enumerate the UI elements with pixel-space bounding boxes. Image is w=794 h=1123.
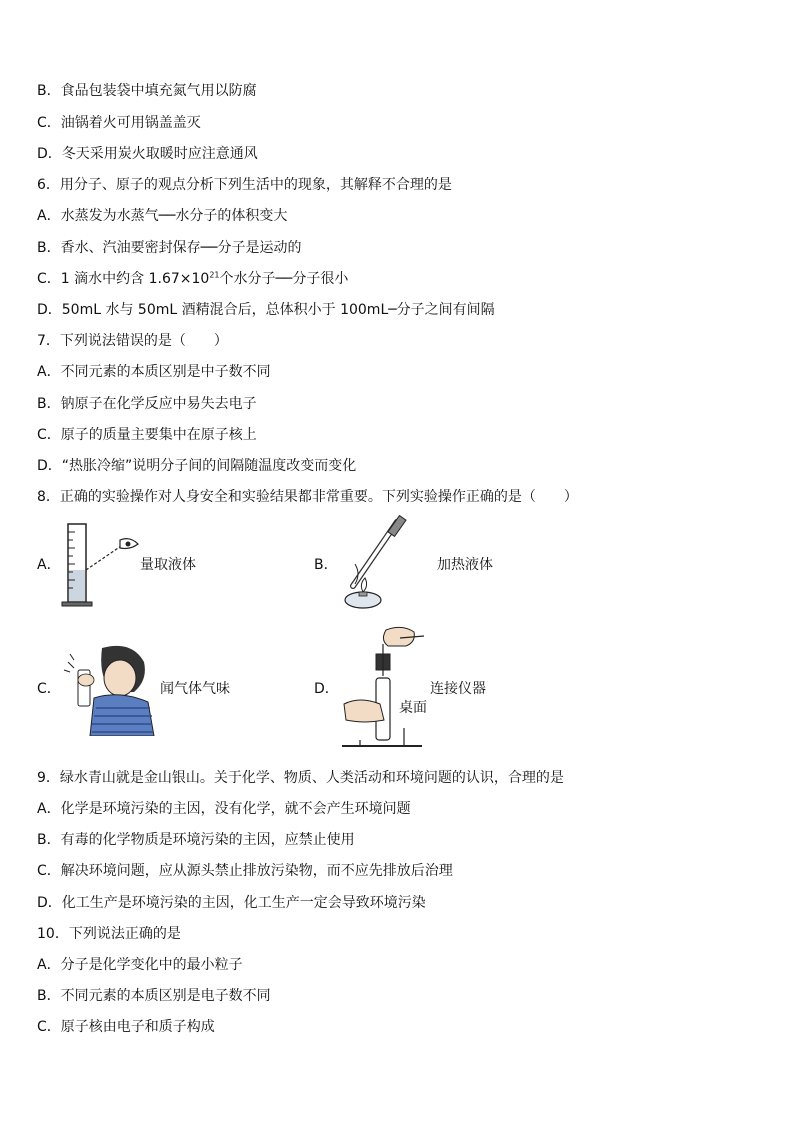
question-6: 6．用分子、原子的观点分析下列生活中的现象，其解释不合理的是 xyxy=(37,177,452,193)
option-letter-a: A． xyxy=(37,557,61,573)
question-8: 8．正确的实验操作对人身安全和实验结果都非常重要。下列实验操作正确的是（ ） xyxy=(37,489,578,505)
option-line: D．“热胀冷缩”说明分子间的间隔随温度改变而变化 xyxy=(37,458,357,474)
option-line: C．油锅着火可用锅盖盖灭 xyxy=(37,115,201,131)
option-line: B．钠原子在化学反应中易失去电子 xyxy=(37,396,257,412)
option-letter-d: D． xyxy=(314,681,339,697)
option-line: D．50mL 水与 50mL 酒精混合后，总体积小于 100mL─分子之间有间隔 xyxy=(37,302,495,318)
option-caption-c: 闻气体气味 xyxy=(160,681,230,697)
question-9: 9．绿水青山就是金山银山。关于化学、物质、人类活动和环境问题的认识，合理的是 xyxy=(37,770,564,786)
option-line-c xyxy=(37,269,348,289)
option-caption-d: 连接仪器 xyxy=(430,681,486,697)
option-line: B．食品包装袋中填充氮气用以防腐 xyxy=(37,83,257,99)
option-line: C．解决环境问题，应从源头禁止排放污染物，而不应先排放后治理 xyxy=(37,863,453,879)
connecting-apparatus-figure xyxy=(340,624,430,752)
option-line: B．香水、汽油要密封保存──分子是运动的 xyxy=(37,240,302,256)
option-line: D．化工生产是环境污染的主因，化工生产一定会导致环境污染 xyxy=(37,895,426,911)
option-letter-c: C． xyxy=(37,681,61,697)
option-line: A．分子是化学变化中的最小粒子 xyxy=(37,957,243,973)
question-7: 7．下列说法错误的是（ ） xyxy=(37,333,228,349)
smelling-gas-figure xyxy=(62,640,158,736)
heating-liquid-figure xyxy=(335,514,425,614)
option-line: C．原子的质量主要集中在原子核上 xyxy=(37,427,257,443)
option-line: C．原子核由电子和质子构成 xyxy=(37,1019,215,1035)
graduated-cylinder-figure xyxy=(58,518,148,610)
option-line: A．化学是环境污染的主因，没有化学，就不会产生环境问题 xyxy=(37,801,411,817)
desk-label: 桌面 xyxy=(399,700,427,716)
option-text: C．1 滴水中约含 1.67×10 xyxy=(37,271,210,287)
option-line: D．冬天采用炭火取暖时应注意通风 xyxy=(37,146,258,162)
exponent: 21 xyxy=(209,270,220,280)
option-letter-b: B． xyxy=(314,557,338,573)
option-line: A．不同元素的本质区别是中子数不同 xyxy=(37,364,271,380)
option-caption-a: 量取液体 xyxy=(140,557,196,573)
option-line: B．有毒的化学物质是环境污染的主因，应禁止使用 xyxy=(37,832,355,848)
option-line: A．水蒸发为水蒸气──水分子的体积变大 xyxy=(37,208,288,224)
option-line: B．不同元素的本质区别是电子数不同 xyxy=(37,988,271,1004)
option-caption-b: 加热液体 xyxy=(437,557,493,573)
option-text: 个水分子──分子很小 xyxy=(219,271,349,287)
question-10: 10．下列说法正确的是 xyxy=(37,926,181,942)
